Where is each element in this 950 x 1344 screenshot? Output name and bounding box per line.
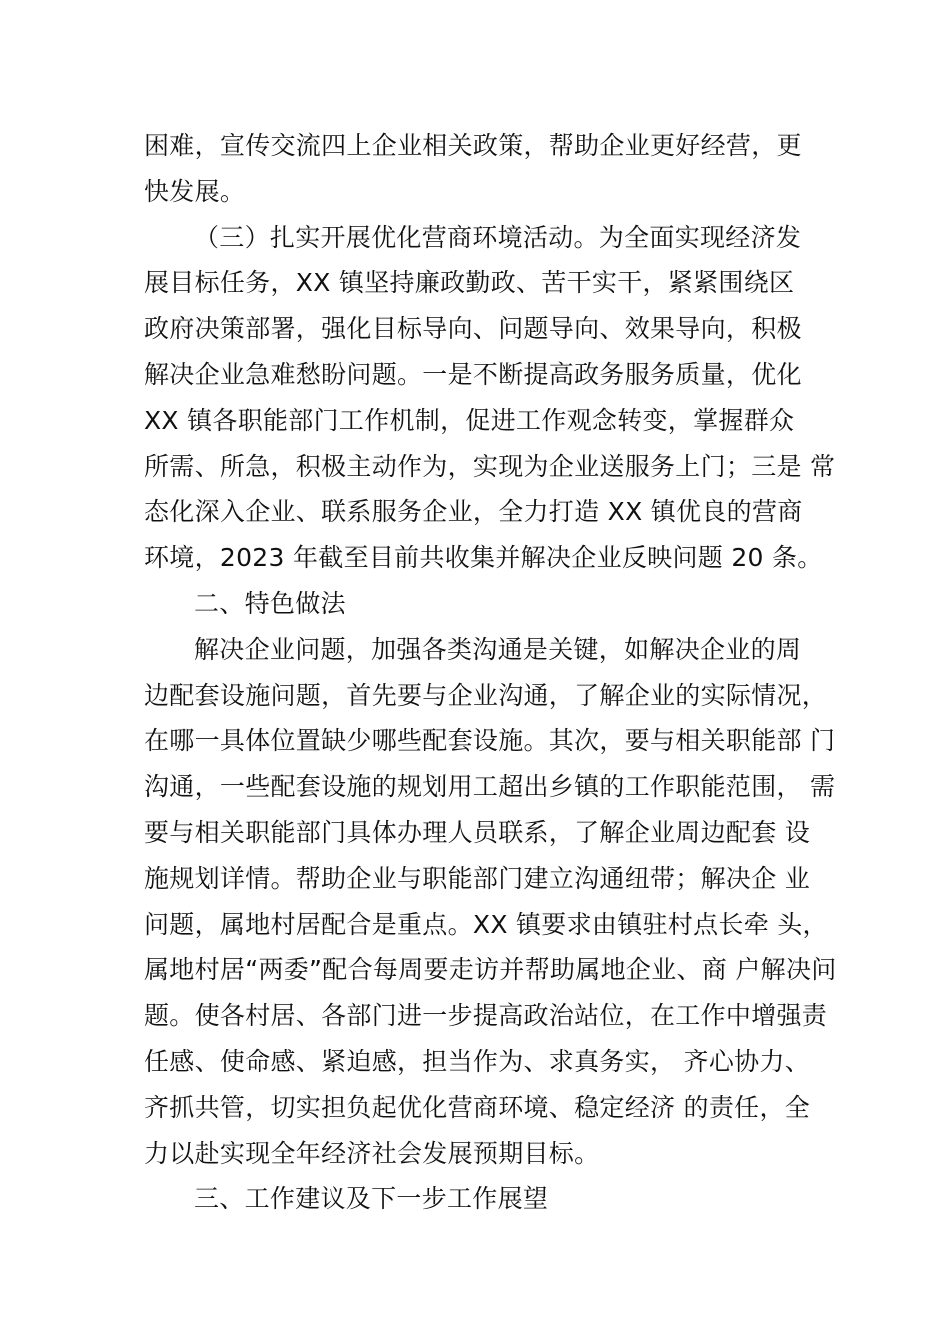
text-line: 齐抓共管，切实担负起优化营商环境、稳定经济 的责任，全 — [144, 1092, 811, 1122]
text-line: 要与相关职能部门具体办理人员联系，了解企业周边配套 设 — [144, 817, 811, 847]
text-line: 解决企业问题，加强各类沟通是关键，如解决企业的周 — [194, 634, 802, 664]
text-line: 边配套设施问题，首先要与企业沟通，了解企业的实际情况， — [144, 680, 828, 710]
text-line: 政府决策部署，强化目标导向、问题导向、效果导向，积极 — [144, 314, 802, 344]
text-line: 所需、所急，积极主动作为，实现为企业送服务上门；三是 常 — [144, 451, 836, 481]
section-heading-features: 二、特色做法 — [194, 588, 346, 618]
text-line: 展目标任务，XX 镇坚持廉政勤政、苦干实干，紧紧围绕区 — [144, 268, 795, 298]
text-line: 在哪一具体位置缺少哪些配套设施。其次，要与相关职能部 门 — [144, 726, 836, 756]
section-heading-suggestions: 三、工作建议及下一步工作展望 — [194, 1184, 549, 1214]
text-line: 解决企业急难愁盼问题。一是不断提高政务服务质量，优化 — [144, 359, 802, 389]
text-line: 困难，宣传交流四上企业相关政策，帮助企业更好经营，更 — [144, 131, 802, 160]
text-line: 环境，2023 年截至目前共收集并解决企业反映问题 20 条。 — [144, 543, 823, 573]
text-line: 态化深入企业、联系服务企业，全力打造 XX 镇优良的营商 — [144, 497, 803, 527]
text-line: 任感、使命感、紧迫感，担当作为、求真务实， 齐心协力、 — [144, 1046, 811, 1076]
text-line: 快发展。 — [144, 176, 246, 206]
section-heading-three: （三）扎实开展优化营商环境活动。为全面实现经济发 — [194, 222, 802, 252]
text-line: 沟通，一些配套设施的规划用工超出乡镇的工作职能范围， 需 — [144, 772, 836, 802]
text-line: 问题，属地村居配合是重点。XX 镇要求由镇驻村点长牵 头， — [144, 909, 828, 939]
text-line: 力以赴实现全年经济社会发展预期目标。 — [144, 1138, 600, 1168]
text-line: XX 镇各职能部门工作机制，促进工作观念转变，掌握群众 — [144, 405, 795, 435]
text-line: 属地村居“两委”配合每周要走访并帮助属地企业、商 户解决问 — [144, 955, 837, 985]
text-line: 施规划详情。帮助企业与职能部门建立沟通纽带；解决企 业 — [144, 863, 811, 893]
text-line: 题。使各村居、各部门进一步提高政治站位，在工作中增强责 — [144, 1001, 828, 1031]
document-body — [144, 123, 837, 1222]
